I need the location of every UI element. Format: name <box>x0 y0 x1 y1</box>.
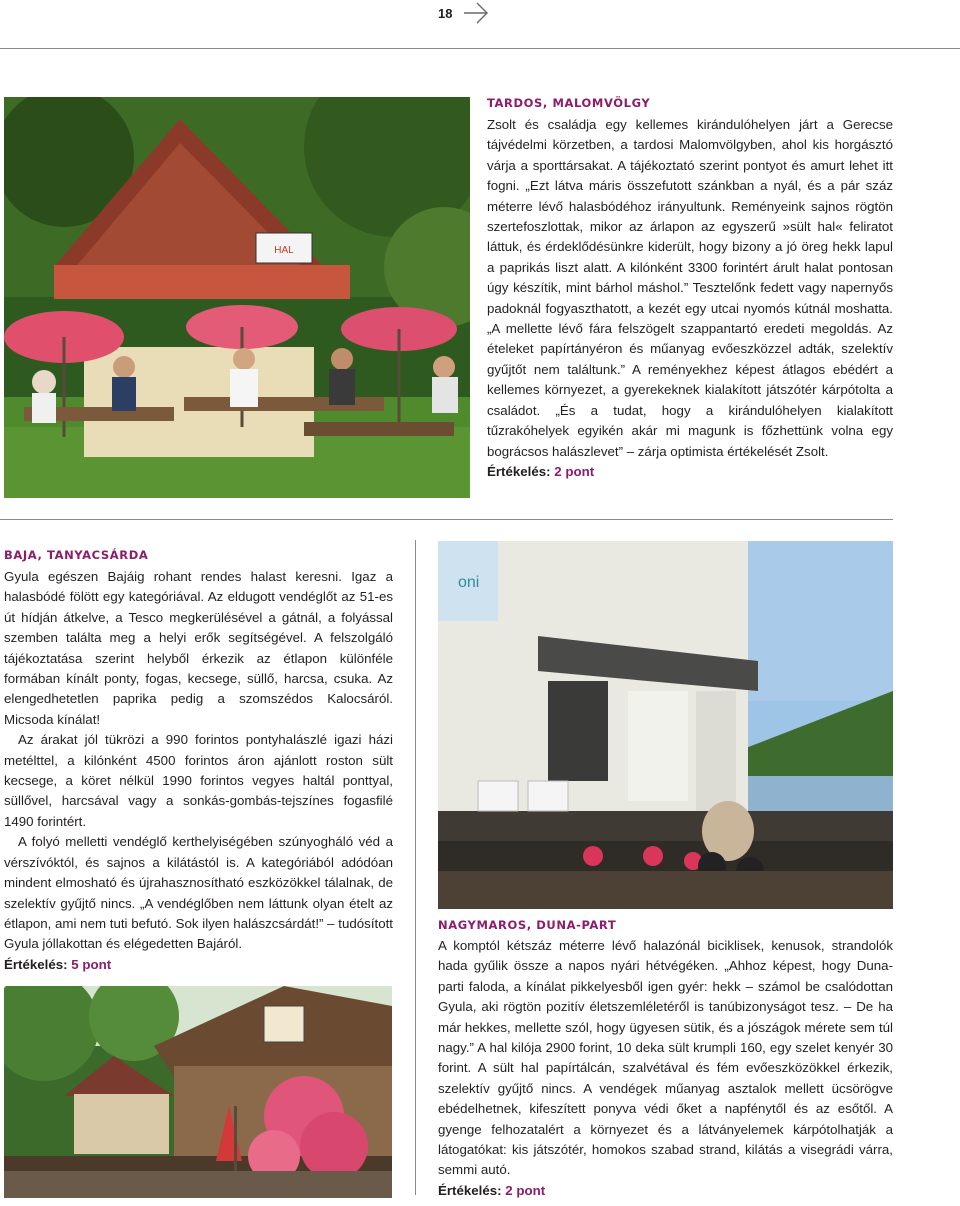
section-divider <box>0 519 893 520</box>
tardos-sign-text: HAL <box>274 245 294 256</box>
tardos-heading: TARDOS, MALOMVÖLGY <box>487 96 651 110</box>
tardos-paragraph: Zsolt és családja egy kellemes kirándulóhelyen járt a Gerecse tájvédelmi körzetben, a tardosi Malomvölgyben, ahol kis horgásztó várja a sporttársakat. A tájékoztató szerint pontyot és amurt lehet itt fogni. „Ezt látva máris összefutott szánkban a nyál, és a pár száz méterre lévő halasbódéhoz irányultunk. Reményeink sajnos rögtön szertefoszlottak, mikor az árlapon az egyszerű »sült hal« feliratot láttuk, és érdeklődésünkre kiderült, hogy bizony a jó öreg hekk lapul a paprikás liszt alatt. A kilónként 3300 forintért árult halat pontosan úgy készítik, mint bárhol máshol.” Tesztelőnk fedett vagy napernyős padoknál fogyaszthatott, a kezét egy utcai nyomós kútnál moshatta. „A mellette lévő fára felszögelt szappantartó eredeti megoldás. Az ételeket papírtányéron és műanyag evőeszközzel adták, szelektív gyűjtőt nem találtunk.” A reményekhez képest átlagos ebédért a kellemes környezet, a gyerekeknek kialakított játszótér kárpótolta a családot. „És a tudat, hogy a kirándulóhelyen kialakított tűzrakóhelyek egyikén akár mi magunk is főzhettünk volna egy bográcsos halászlevet” – zárja optimista értékelését Zsolt. <box>487 117 893 459</box>
column-divider <box>415 540 416 1195</box>
nagymaros-sign-text: oni <box>458 574 480 591</box>
nagymaros-photo <box>438 541 893 909</box>
tardos-photo <box>4 97 470 498</box>
tardos-body <box>487 115 893 482</box>
tardos-rating <box>487 462 893 482</box>
baja-heading: BAJA, TANYACSÁRDA <box>4 548 149 562</box>
baja-rating-label: Értékelés: <box>4 956 68 972</box>
nagymaros-rating <box>438 1181 893 1201</box>
nagymaros-rating-label: Értékelés: <box>438 1182 502 1198</box>
next-arrow-icon <box>462 2 490 24</box>
baja-rating-value: 5 pont <box>71 956 112 972</box>
tardos-rating-value: 2 pont <box>554 463 595 479</box>
baja-rating <box>4 955 393 975</box>
baja-paragraph-3: A folyó melletti vendéglő kerthelyiségében szúnyogháló véd a vérszívóktól, és sajnos a kilátástól is. A kategóriából adódóan mindent elmosható és újrahasznosítható eszközökkel tálalnak, de szelektív gyűjtő nincs. „A vendéglőben nem láttunk olyan ételt az étlapon, ami nem tuti befutó. Sok ilyen halászcsárdát!” – tudósított Gyula jóllakottan és elégedetten Bajáról. <box>4 834 393 952</box>
baja-photo <box>4 986 392 1198</box>
page-number: 18 <box>438 6 453 21</box>
nagymaros-body <box>438 936 893 1201</box>
baja-paragraph-2: Az árakat jól tükrözi a 990 forintos pontyhalászlé igazi házi metélttel, a kilónként 4500 forintos áron ajánlott roston sült kecsege, a köret nélkül 1990 forintos vegyes haltál ponttyal, süllővel, harcsával vagy a sonkás-gombás-tejszínes fogasfilé 1490 forintért. <box>4 732 393 829</box>
baja-body <box>4 567 393 975</box>
header-rule <box>0 48 960 49</box>
baja-paragraph-1: Gyula egészen Bajáig rohant rendes halast keresni. Igaz a halasbódé fölött egy kategóriával. Az eldugott vendéglőt az 51-es út hídján átkelve, a Tesco megkerülésével a gátnál, a folyással szemben találta meg a helyi erők segítségével. A felszolgáló tájékoztatása szerint helyből érkezik az étlapon különféle formában kínált ponty, fogas, kecsege, süllő, harcsa, csuka. Az elengedhetetlen paprika pedig a szomszédos Kalocsáról. Micsoda kínálat! <box>4 569 393 727</box>
nagymaros-paragraph: A komptól kétszáz méterre lévő halazónál biciklisek, kenusok, strandolók hada gyűlik össze a napos nyári hétvégéken. „Ahhoz képest, hogy Duna-parti faloda, a kínálat pikkelyesből igen gyér: hekk – számol be csalódottan Gyula, aki rögtön pozitív életszemléletéről is tanúbizonyságot tesz. – De ha már hekkes, mellette szól, hogy ügyesen sütik, és a jószágok mérete sem túl nagy.” A hal kilója 2900 forint, 10 deka sült krumpli 160, egy szelet kenyér 30 forint. A sült hal papírtálcán, szalvétával és fém evőeszközökkel érkezik, szelektív gyűjtő nincs. A vendégek műanyag asztalok mellett ücsörögve ebédelhetnek, kifeszített ponyva védi őket a napfénytől és az esőtől. A gyenge felhozatalért a környezet és a látványelemek kárpótolhatják a látogatókat: kis játszótér, homokos szabad strand, kilátás a visegrádi várra, semmi autó. <box>438 938 893 1178</box>
tardos-rating-label: Értékelés: <box>487 463 551 479</box>
nagymaros-rating-value: 2 pont <box>505 1182 546 1198</box>
nagymaros-heading: NAGYMAROS, DUNA-PART <box>438 918 617 932</box>
